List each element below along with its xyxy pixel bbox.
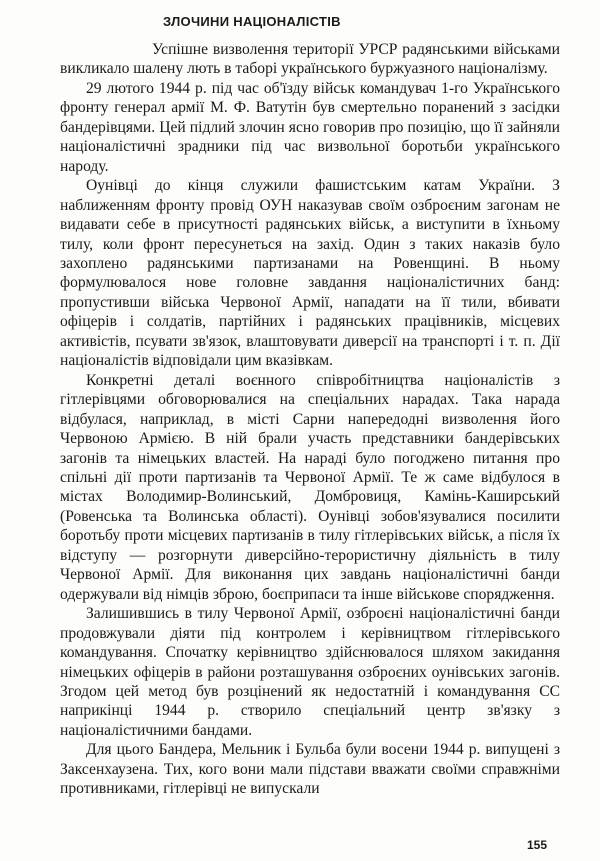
page-number: 155: [527, 838, 548, 852]
paragraph: Успішне визволення території УРСР радянськими військами викликало шалену лють в таборі українського буржуазного націоналізму.: [60, 41, 560, 78]
body-text: [60, 40, 560, 799]
paragraph: Для цього Бандера, Мельник і Бульба були восени 1944 р. випущені з Заксенхаузена. Тих, кого вони мали підстави вважати своїми справжніми противниками, гітлерівці не випускали: [60, 741, 560, 798]
paragraph: 29 лютого 1944 р. під час об'їзду військ командувач 1-го Українського фронту генерал армії М. Ф. Ватутін був смертельно поранений з засідки бандерівцями. Цей підлий злочин ясно говорив про позицію, що її зайняли націоналістичні зрадники під час визвольної боротьби українського народу.: [60, 79, 560, 175]
paragraph: Конкретні деталі воєнного співробітництва націоналістів з гітлерівцями обговорювалися на спеціальних нарадах. Така нарада відбулася, наприклад, в місті Сарни напередодні визволення його Червоною Армією. В ній брали участь представники бандерівських загонів та німецьких властей. На нараді було погоджено питання про спільні дії проти партизанів та Червоної Армії. Те ж саме відбулося в містах Володимир-Волинський, Домбровиця, Камінь-Каширський (Ровенська та Волинська області). Оунівці зобов'язувалися посилити боротьбу проти місцевих партизанів в тилу гітлерівських військ, а після їх відступу — розгорнути диверсійно-терористичну діяльність в тилу Червоної Армії. Для виконання цих завдань націоналістичні банди одержували від німців зброю, боєприпаси та інше військове спорядження.: [60, 371, 560, 603]
paragraph: Залишившись в тилу Червоної Армії, озброєні націоналістичні банди продовжували діяти під контролем і керівництвом гітлерівського командування. Спочатку керівництво здійснювалося шляхом закидання німецьких офіцерів в райони розташування озброєних оунівських загонів. Згодом цей метод був розцінений як недостатній і командування СС наприкінці 1944 р. створило спеціальний центр зв'язку з націоналістичними бандами.: [60, 605, 560, 739]
paragraph: Оунівці до кінця служили фашистським катам України. З наближенням фронту провід ОУН наказував своїм озброєним загонам не видавати себе в присутності радянських військ, а виступити в їхньому тилу, коли фронт пересунеться на захід. Один з таких наказів було захоплено радянськими партизанами на Ровенщині. В ньому формулювалося нове головне завдання націоналістичних банд: пропустивши війська Червоної Армії, нападати на її тили, вбивати офіцерів і солдатів, партійних і радянських працівників, місцевих активістів, псувати зв'язок, влаштовувати диверсії на транспорті і т. п. Дії націоналістів відповідали цим вказівкам.: [60, 177, 560, 370]
running-title: ЗЛОЧИНИ НАЦІОНАЛІСТІВ: [163, 14, 341, 29]
